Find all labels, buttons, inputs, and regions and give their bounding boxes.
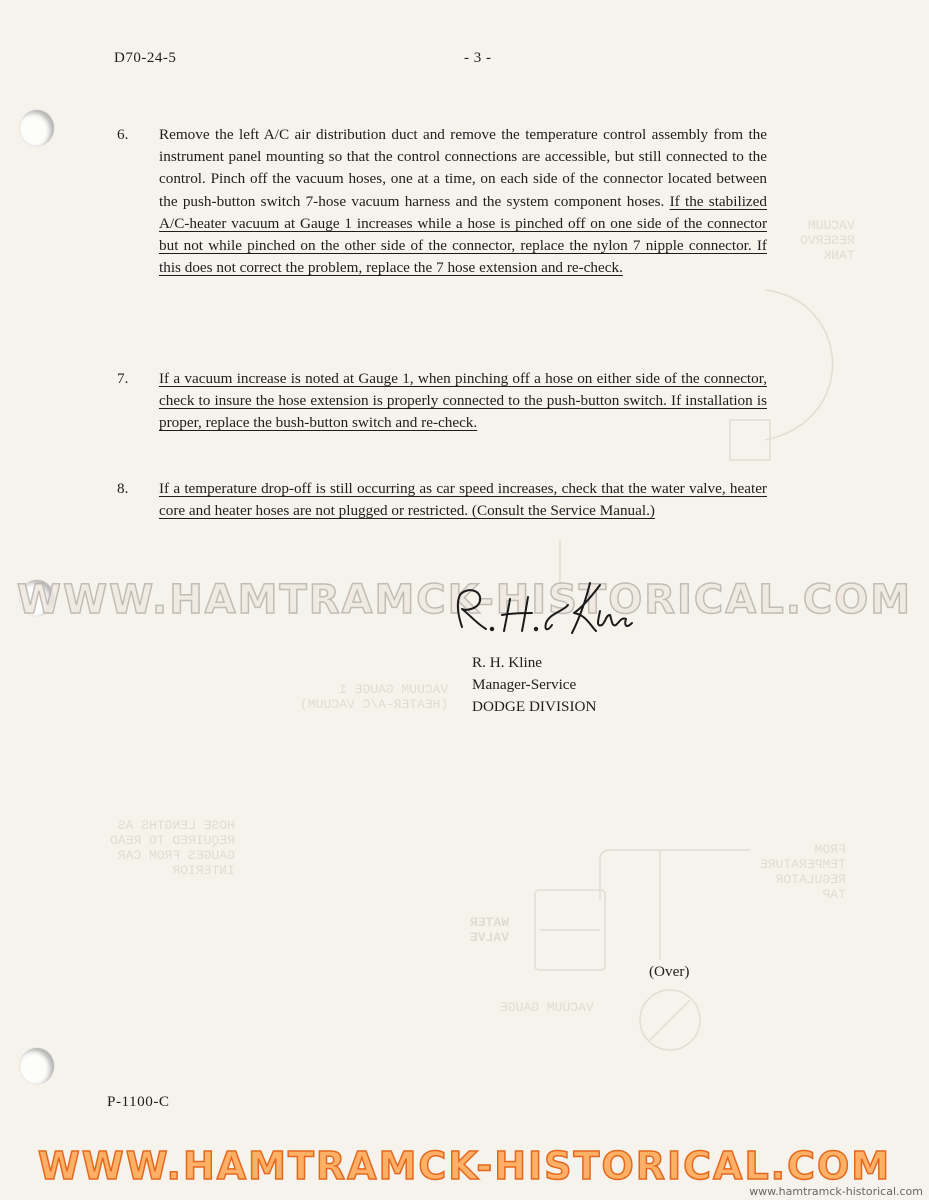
page-number: - 3 - bbox=[464, 50, 492, 66]
handwritten-signature bbox=[440, 575, 640, 645]
watermark-middle: WWW.HAMTRAMCK-HISTORICAL.COM bbox=[16, 577, 913, 623]
item-number: 8. bbox=[117, 480, 129, 497]
form-number: P-1100-C bbox=[107, 1093, 170, 1110]
signature-block bbox=[472, 652, 596, 718]
over-label: (Over) bbox=[649, 963, 690, 980]
bleed-through-text: VACUUM GAUGE bbox=[500, 1000, 594, 1015]
item-text bbox=[159, 124, 767, 279]
item-text-plain: Remove the left A/C air distribution duct and remove the temperature control assembly from the instrument panel mounting so that the control connections are accessible, but still connected to the control. Pinch off the vacuum hoses, one at a time, on each side of the connector located between the push-button switch 7-hose vacuum harness and the system component hoses. bbox=[159, 126, 767, 210]
item-text bbox=[159, 478, 767, 522]
item-text-underlined: If a vacuum increase is noted at Gauge 1, when pinching off a hose on either side of the connector, check to insure the hose extension is properly connected to the push-button switch. If installation is proper, replace the bush-button switch and re-check. bbox=[159, 370, 767, 432]
signer-name: R. H. Kline bbox=[472, 654, 543, 671]
watermark-bottom: WWW.HAMTRAMCK-HISTORICAL.COM bbox=[37, 1144, 892, 1188]
item-text-underlined: If a temperature drop-off is still occurring as car speed increases, check that the water valve, heater core and heater hoses are not plugged or restricted. (Consult the Service Manual.) bbox=[159, 480, 767, 520]
item-text-underlined: If the stabilized A/C-heater vacuum at Gauge 1 increases while a hose is pinched off on one side of the connector but not while pinched on the other side of the connector, replace the nylon 7 nipple connector. If this does not correct the problem, replace the 7 hose extension and re-check. bbox=[159, 192, 768, 277]
bleed-through-text: FROM TEMPERATURE REGULATOR TAP bbox=[760, 842, 846, 902]
bleed-through-text: WATER VALVE bbox=[470, 915, 510, 945]
signer-title: Manager-Service bbox=[472, 676, 577, 693]
bleed-through-text: VACUUM RESERVO TANK bbox=[800, 218, 855, 263]
item-number: 6. bbox=[117, 126, 129, 143]
bleed-through-text: HOSE LENGTHS AS REQUIRED TO READ GAUGES FROM CAR INTERIOR bbox=[110, 818, 235, 878]
bleed-through-text: VACUUM GAUGE 1 (HEATER-A/C VACUUM) bbox=[300, 682, 449, 712]
document-code: D70-24-5 bbox=[114, 50, 177, 66]
item-text bbox=[159, 368, 767, 435]
watermark-small: www.hamtramck-historical.com bbox=[749, 1185, 923, 1198]
item-number: 7. bbox=[117, 370, 129, 387]
signer-division: DODGE DIVISION bbox=[472, 698, 597, 715]
